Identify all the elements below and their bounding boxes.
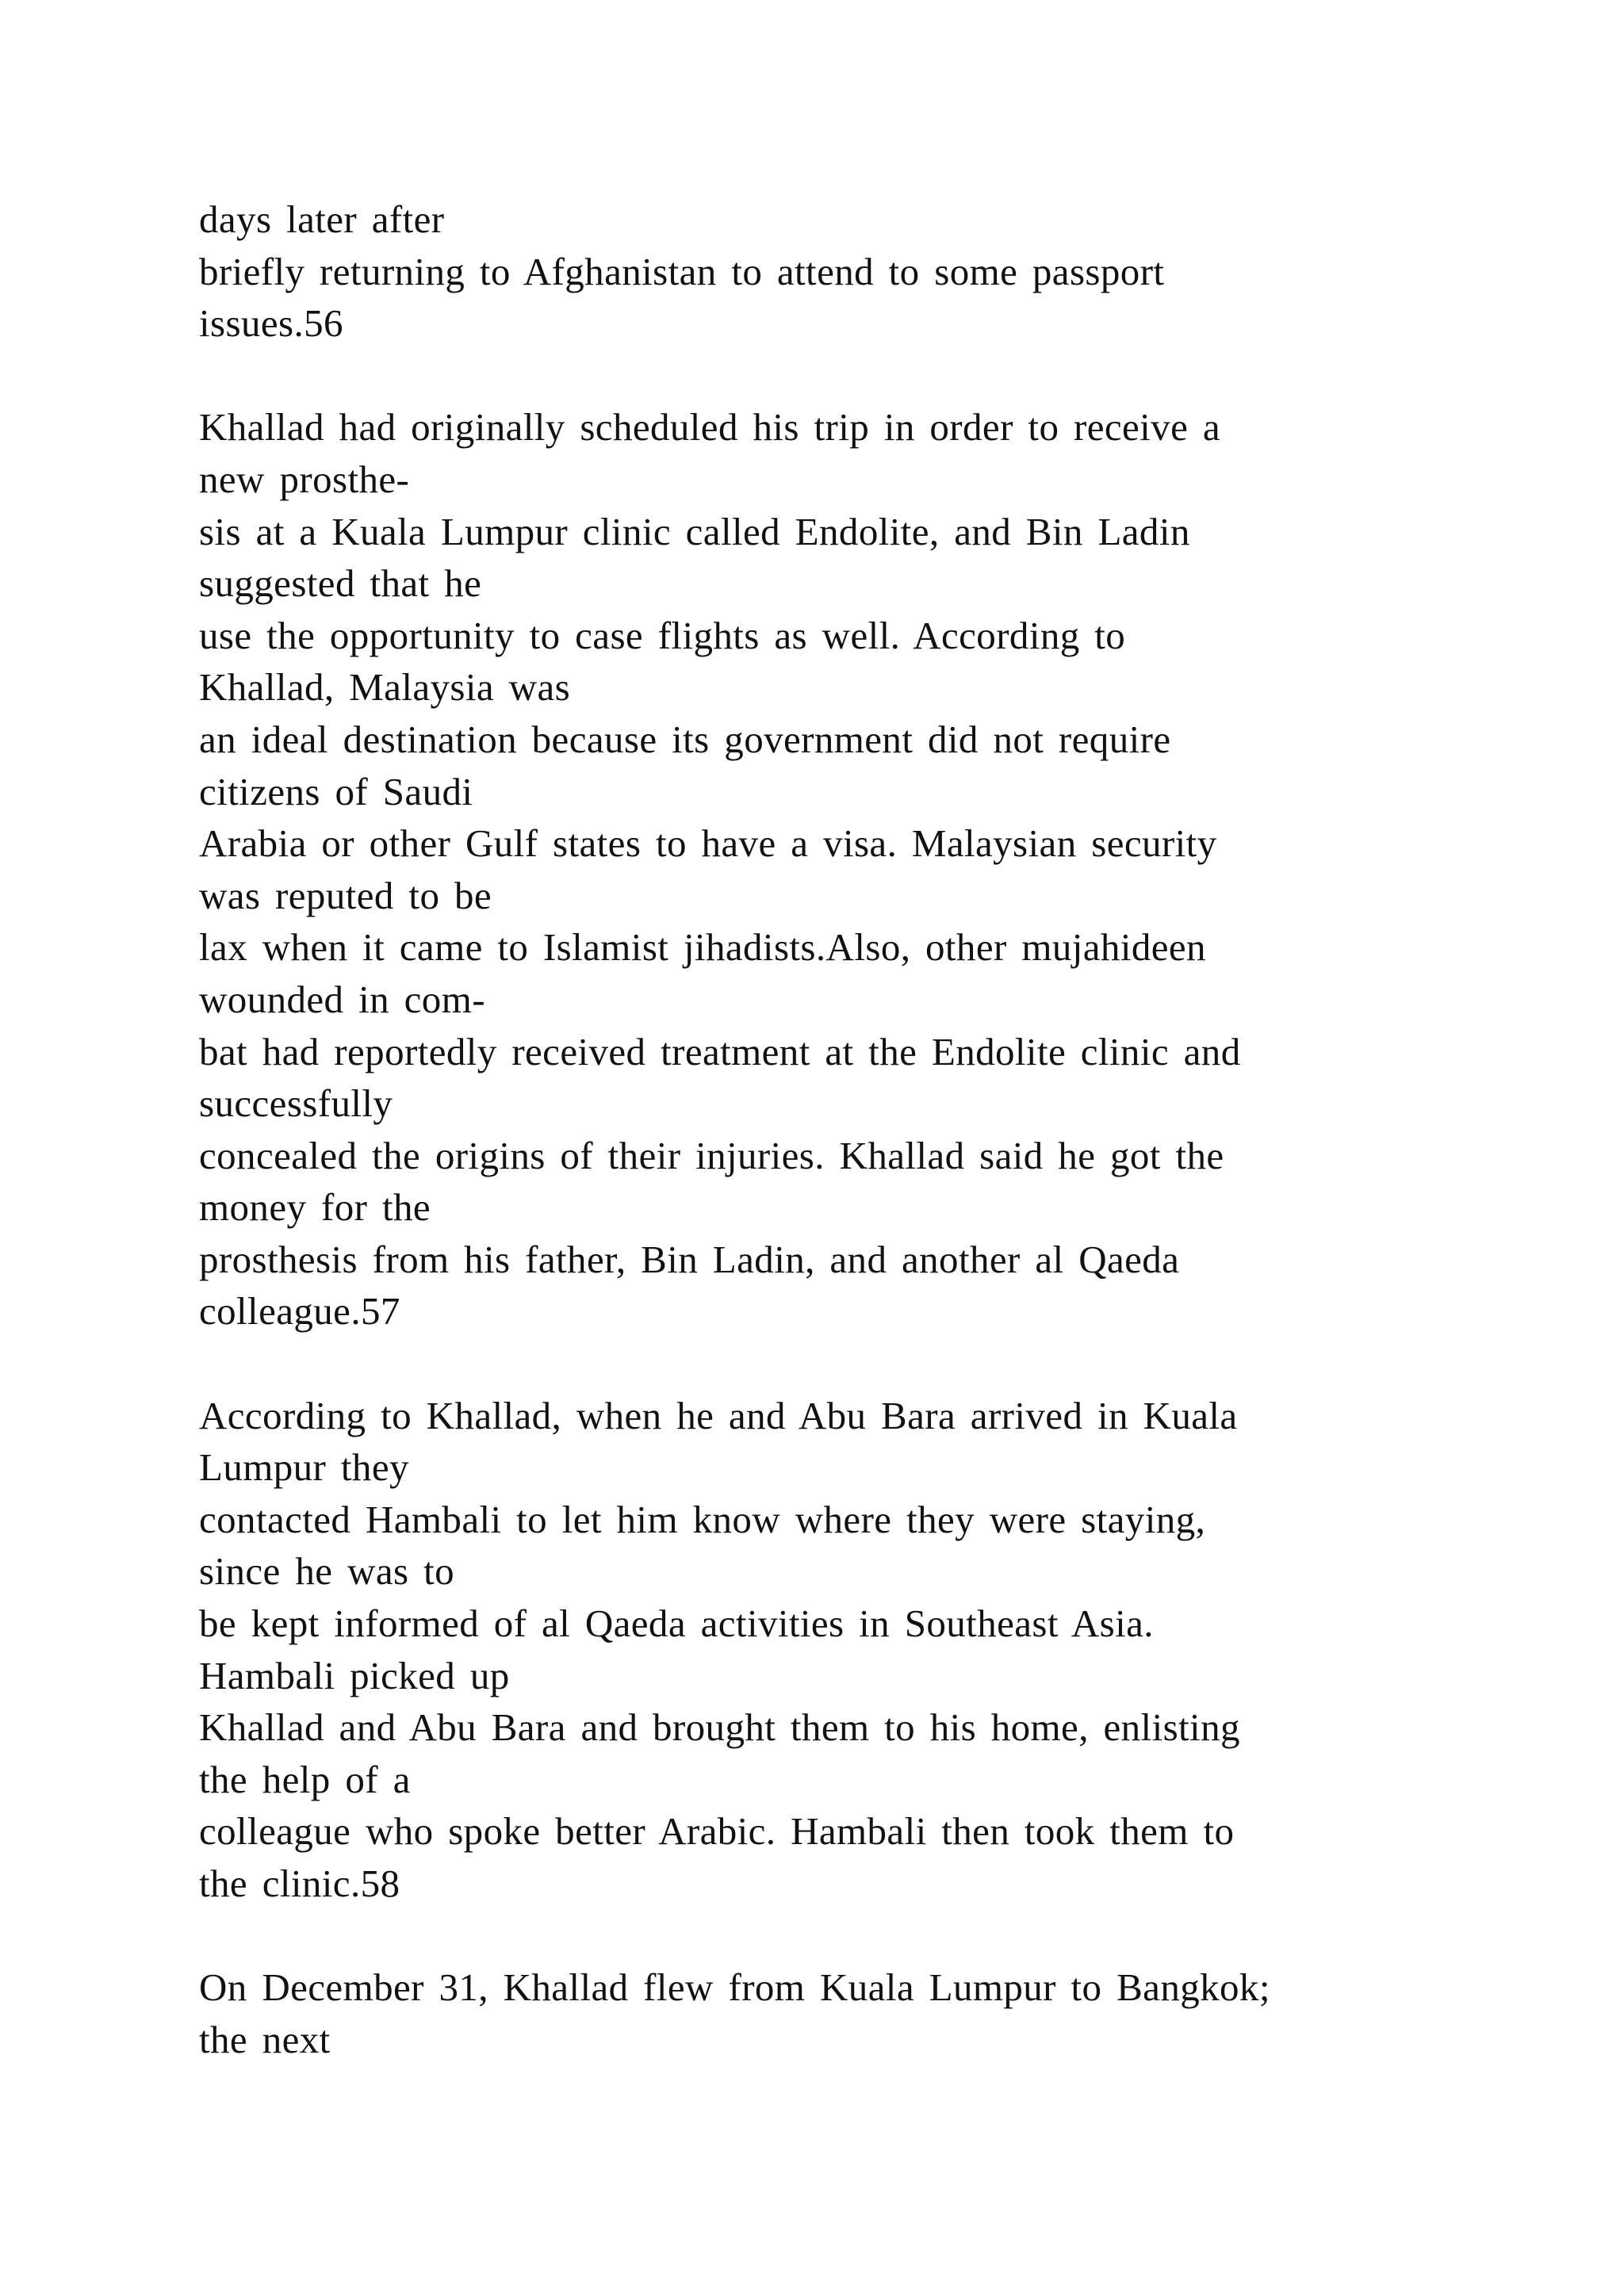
text-line: new prosthe-: [199, 457, 410, 501]
text-line: prosthesis from his father, Bin Ladin, and another al Qaeda: [199, 1237, 1180, 1281]
text-line: since he was to: [199, 1549, 454, 1594]
text-line: colleague who spoke better Arabic. Hambali then took them to: [199, 1809, 1235, 1854]
text-line: be kept informed of al Qaeda activities in Southeast Asia.: [199, 1601, 1154, 1646]
text-line: citizens of Saudi: [199, 769, 473, 813]
text-line: wounded in com-: [199, 977, 485, 1021]
paragraph-1: [199, 193, 1547, 350]
text-line: bat had reportedly received treatment at the Endolite clinic and: [199, 1029, 1241, 1073]
text-line: the help of a: [199, 1757, 411, 1801]
paragraph-2: [199, 401, 1547, 1337]
paragraph-4: [199, 1961, 1547, 2065]
text-line: issues.56: [199, 301, 343, 346]
text-line: contacted Hambali to let him know where they were staying,: [199, 1497, 1206, 1541]
paragraph-gap: [199, 350, 1547, 402]
text-line: concealed the origins of their injuries. Khallad said he got the: [199, 1133, 1224, 1177]
text-line: Arabia or other Gulf states to have a visa. Malaysian security: [199, 821, 1217, 866]
text-line: money for the: [199, 1185, 431, 1230]
text-line: was reputed to be: [199, 873, 492, 917]
paragraph-gap: [199, 1910, 1547, 1962]
text-line: Khallad and Abu Bara and brought them to his home, enlisting: [199, 1705, 1240, 1750]
text-line: suggested that he: [199, 561, 482, 606]
text-line: the next: [199, 2017, 331, 2061]
text-line: Hambali picked up: [199, 1653, 510, 1697]
text-line: briefly returning to Afghanistan to attend to some passport: [199, 249, 1165, 293]
text-line: successfully: [199, 1081, 393, 1126]
paragraph-3: [199, 1390, 1547, 1910]
text-line: Khallad, Malaysia was: [199, 665, 571, 710]
paragraph-gap: [199, 1337, 1547, 1390]
text-line: lax when it came to Islamist jihadists.Also, other mujahideen: [199, 925, 1206, 970]
text-line: Lumpur they: [199, 1445, 409, 1490]
text-line: According to Khallad, when he and Abu Bara arrived in Kuala: [199, 1393, 1238, 1437]
text-line: Khallad had originally scheduled his trip in order to receive a: [199, 405, 1221, 450]
body-text: [199, 193, 1547, 2065]
text-line: the clinic.58: [199, 1862, 400, 1905]
text-line: sis at a Kuala Lumpur clinic called Endolite, and Bin Ladin: [199, 509, 1190, 553]
text-line: colleague.57: [199, 1289, 400, 1334]
text-line: days later after: [199, 197, 445, 241]
text-line: use the opportunity to case flights as well. According to: [199, 613, 1126, 657]
text-line: On December 31, Khallad flew from Kuala Lumpur to Bangkok;: [199, 1965, 1270, 2010]
text-line: an ideal destination because its government did not require: [199, 717, 1171, 761]
